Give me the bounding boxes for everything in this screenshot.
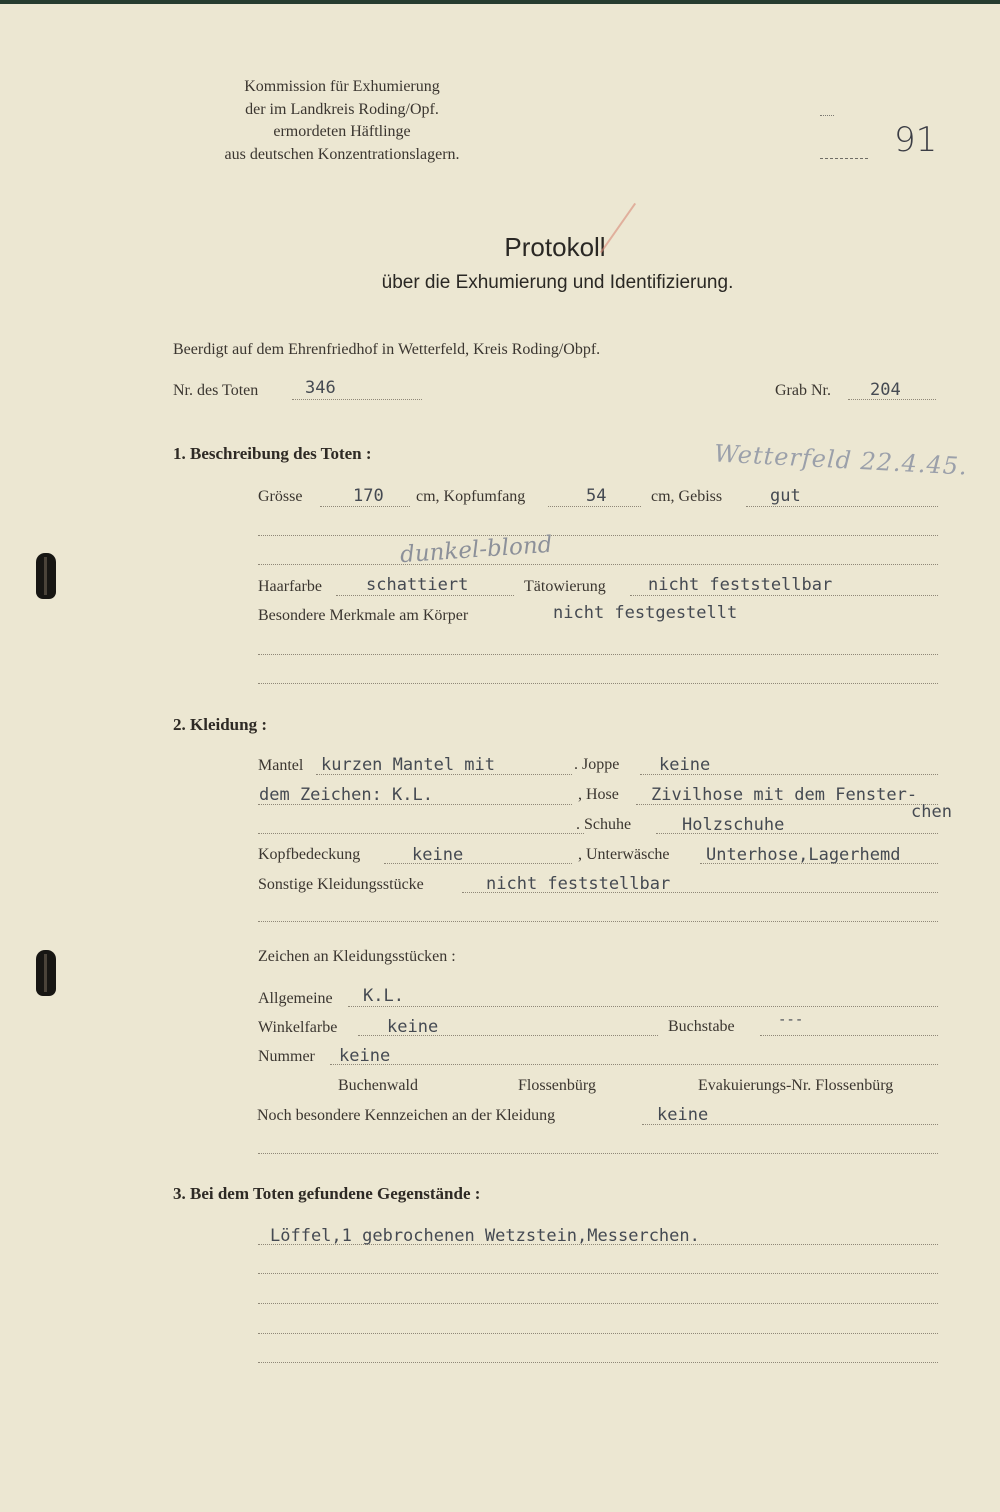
- sonstige-label: Sonstige Kleidungsstücke: [258, 876, 424, 893]
- page-number-dots-top: [820, 115, 834, 116]
- protocol-subtitle: über die Exhumierung und Identifizierung.: [381, 272, 734, 293]
- grab-nr-label: Grab Nr.: [775, 382, 831, 399]
- taetowierung-label: Tätowierung: [524, 578, 606, 595]
- hose-value: Zivilhose mit dem Fenster-: [651, 785, 918, 805]
- buchstabe-label: Buchstabe: [668, 1018, 735, 1035]
- mantel-label: Mantel: [258, 757, 304, 774]
- haarfarbe-label: Haarfarbe: [258, 578, 322, 595]
- nr-toten-label: Nr. des Toten: [173, 382, 259, 399]
- groesse-value: 170: [353, 486, 384, 506]
- unterwaesche-value: Unterhose,Lagerhemd: [706, 845, 901, 865]
- commission-line-1: Kommission für Exhumierung: [244, 78, 440, 95]
- kennzeichen-value: keine: [657, 1105, 709, 1125]
- taetowierung-value: nicht feststellbar: [648, 575, 833, 595]
- hose-label: , Hose: [578, 786, 619, 803]
- commission-line-3: ermordeten Häftlinge: [273, 123, 411, 140]
- gebiss-label: cm, Gebiss: [651, 488, 723, 505]
- handwritten-date-note: Wetterfeld 22.4.45.: [713, 439, 969, 481]
- merkmale-value: nicht festgestellt: [553, 603, 738, 623]
- groesse-label: Grösse: [258, 488, 303, 505]
- hair-handwritten-note: dunkel-blond: [399, 531, 554, 569]
- schuhe-value: Holzschuhe: [682, 815, 785, 835]
- protocol-title: Protokoll: [504, 232, 606, 262]
- mantel-value: kurzen Mantel mit: [321, 755, 495, 775]
- buchenwald-label: Buchenwald: [338, 1077, 418, 1094]
- burial-location-text: Beerdigt auf dem Ehrenfriedhof in Wetterfeld, Kreis Roding/Obpf.: [173, 341, 601, 358]
- allgemeine-value: K.L.: [363, 986, 404, 1006]
- joppe-value: keine: [659, 755, 711, 775]
- grab-nr-value: 204: [870, 380, 901, 400]
- section-1-heading: 1. Beschreibung des Toten :: [173, 444, 372, 463]
- binder-hole-bottom: [36, 950, 56, 996]
- evakuierung-label: Evakuierungs-Nr. Flossenbürg: [698, 1077, 894, 1094]
- mantel-value-line2: dem Zeichen: K.L.: [259, 785, 433, 805]
- kennzeichen-label: Noch besondere Kennzeichen an der Kleidung: [257, 1107, 556, 1124]
- commission-line-4: aus deutschen Konzentrationslagern.: [224, 145, 460, 163]
- zeichen-label: Zeichen an Kleidungsstücken :: [258, 948, 456, 965]
- flossenbuerg-label: Flossenbürg: [518, 1077, 596, 1094]
- commission-line-2: der im Landkreis Roding/Opf.: [245, 100, 439, 118]
- page-number-dash: [820, 158, 868, 159]
- winkelfarbe-label: Winkelfarbe: [258, 1019, 338, 1036]
- binder-hole-top: [36, 553, 56, 599]
- merkmale-label: Besondere Merkmale am Körper: [258, 607, 469, 624]
- nummer-value: keine: [339, 1046, 391, 1066]
- kopfbedeckung-value: keine: [412, 845, 464, 865]
- hose-value-line2: chen: [911, 802, 952, 822]
- gebiss-value: gut: [770, 486, 801, 506]
- haarfarbe-value: schattiert: [366, 575, 469, 595]
- unterwaesche-label: , Unterwäsche: [578, 846, 670, 863]
- schuhe-label: . Schuhe: [576, 816, 632, 833]
- found-items-value: Löffel,1 gebrochenen Wetzstein,Messerchen.: [270, 1226, 700, 1246]
- commission-header: [192, 76, 492, 166]
- nr-toten-value: 346: [305, 378, 336, 398]
- joppe-label: . Joppe: [574, 756, 620, 773]
- nummer-label: Nummer: [258, 1048, 315, 1065]
- kopfbedeckung-label: Kopfbedeckung: [258, 846, 361, 863]
- kopfumfang-value: 54: [586, 486, 607, 506]
- section-2-heading: 2. Kleidung :: [173, 715, 267, 734]
- winkelfarbe-value: keine: [387, 1017, 439, 1037]
- sonstige-value: nicht feststellbar: [486, 874, 671, 894]
- allgemeine-label: Allgemeine: [258, 990, 333, 1007]
- section-3-heading: 3. Bei dem Toten gefundene Gegenstände :: [173, 1184, 481, 1203]
- kopfumfang-label: cm, Kopfumfang: [416, 488, 526, 505]
- buchstabe-value: ---: [778, 1012, 804, 1028]
- page-number: 91: [894, 120, 938, 160]
